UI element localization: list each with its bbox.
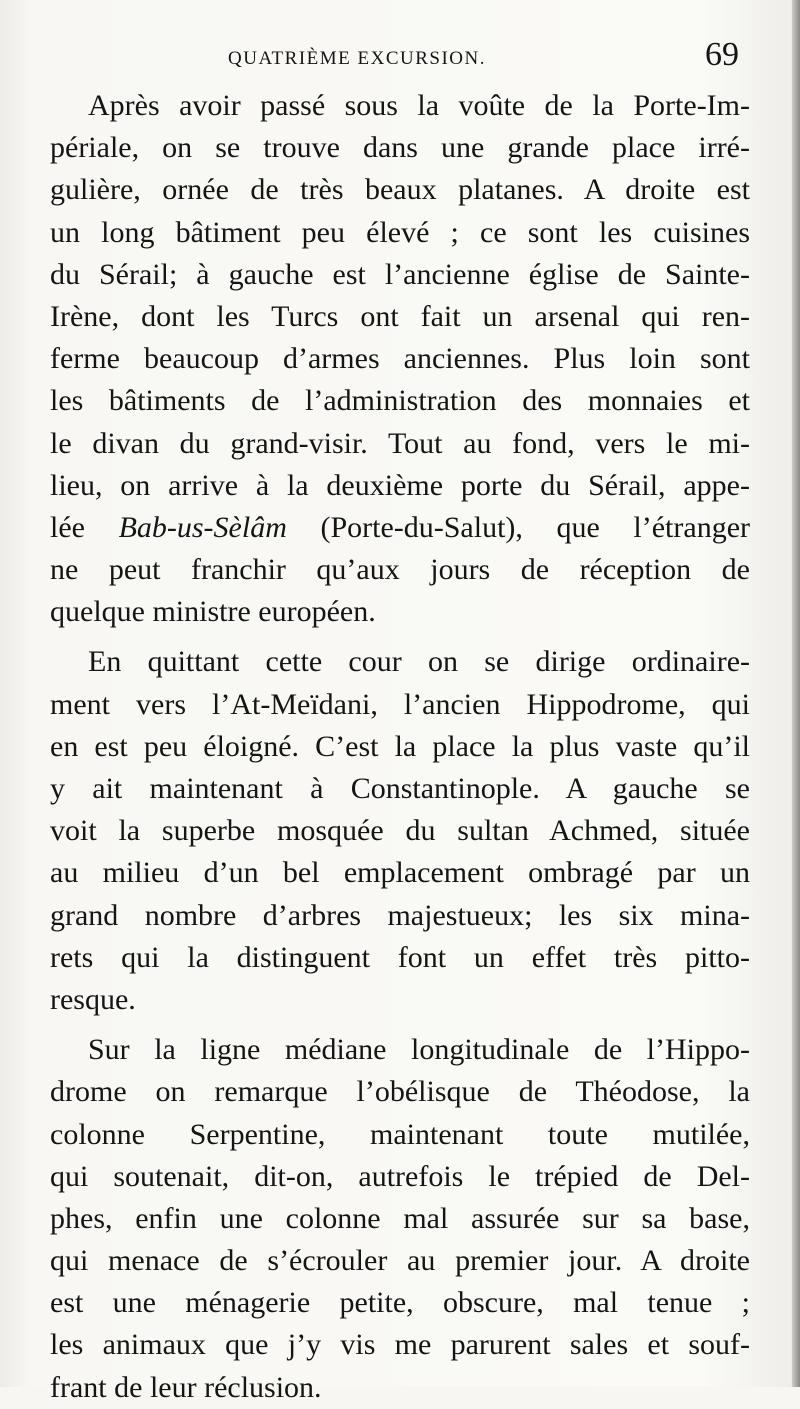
paragraph xyxy=(50,85,750,633)
text-line: resque. xyxy=(50,982,136,1016)
text-line: colonne Serpentine, maintenant toute mutilée, xyxy=(50,1117,750,1151)
page-edge-shadow xyxy=(792,0,800,1387)
text-line xyxy=(50,507,750,549)
text-run: lée xyxy=(50,510,119,544)
text-line: lieu, on arrive à la deuxième porte du Sérail, appe- xyxy=(50,468,750,502)
text-line: qui soutenait, dit-on, autrefois le trépied de Del- xyxy=(50,1159,750,1193)
text-line: voit la superbe mosquée du sultan Achmed, située xyxy=(50,814,750,848)
text-line: frant de leur réclusion. xyxy=(50,1370,322,1404)
text-line: Sur la ligne médiane longitudinale de l’Hippo- xyxy=(88,1033,750,1067)
text-line: phes, enfin une colonne mal assurée sur sa base, xyxy=(50,1201,750,1235)
text-line: au milieu d’un bel emplacement ombragé par un xyxy=(50,856,750,890)
page-header xyxy=(228,36,748,82)
text-line: gulière, ornée de très beaux platanes. A droite est xyxy=(50,173,750,207)
text-line: les bâtiments de l’administration des monnaies et xyxy=(50,384,750,418)
text-line: rets qui la distinguent font un effet très pitto- xyxy=(50,940,750,974)
paragraph xyxy=(50,1029,750,1409)
text-line: ment vers l’At-Meïdani, l’ancien Hippodrome, qui xyxy=(50,687,750,721)
page-number: 69 xyxy=(705,36,739,73)
text-line: y ait maintenant à Constantinople. A gauche se xyxy=(50,772,750,805)
text-line: en est peu éloigné. C’est la place la plus vaste qu’il xyxy=(50,729,750,763)
text-line: quelque ministre européen. xyxy=(50,595,376,629)
text-run: (Porte-du-Salut), que l’étranger xyxy=(286,510,750,544)
text-line: ne peut franchir qu’aux jours de réception de xyxy=(50,553,750,587)
text-line: grand nombre d’arbres majestueux; les six mina- xyxy=(50,898,750,932)
text-line: périale, on se trouve dans une grande place irré- xyxy=(50,131,750,165)
text-line: Irène, dont les Turcs ont fait un arsenal qui ren- xyxy=(50,299,750,333)
body-text xyxy=(50,85,750,1409)
text-line: En quittant cette cour on se dirige ordinaire- xyxy=(88,645,750,679)
running-title: QUATRIÈME EXCURSION. xyxy=(228,48,486,69)
paragraph xyxy=(50,641,750,1021)
text-line: drome on remarque l’obélisque de Théodose, la xyxy=(50,1075,750,1109)
text-line: qui menace de s’écrouler au premier jour. A droite xyxy=(50,1244,750,1278)
text-line: est une ménagerie petite, obscure, mal tenue ; xyxy=(50,1286,750,1320)
text-line: les animaux que j’y vis me parurent sales et souf- xyxy=(50,1328,750,1362)
text-line: ferme beaucoup d’armes anciennes. Plus loin sont xyxy=(50,342,750,376)
gate-name-italic: Bab-us-Sèlâm xyxy=(118,510,287,544)
text-line: un long bâtiment peu élevé ; ce sont les cuisines xyxy=(50,215,750,249)
text-line: Après avoir passé sous la voûte de la Porte-Im- xyxy=(88,89,750,122)
text-line: le divan du grand-visir. Tout au fond, vers le mi- xyxy=(50,426,750,460)
text-line: du Sérail; à gauche est l’ancienne église de Sainte- xyxy=(50,257,750,291)
